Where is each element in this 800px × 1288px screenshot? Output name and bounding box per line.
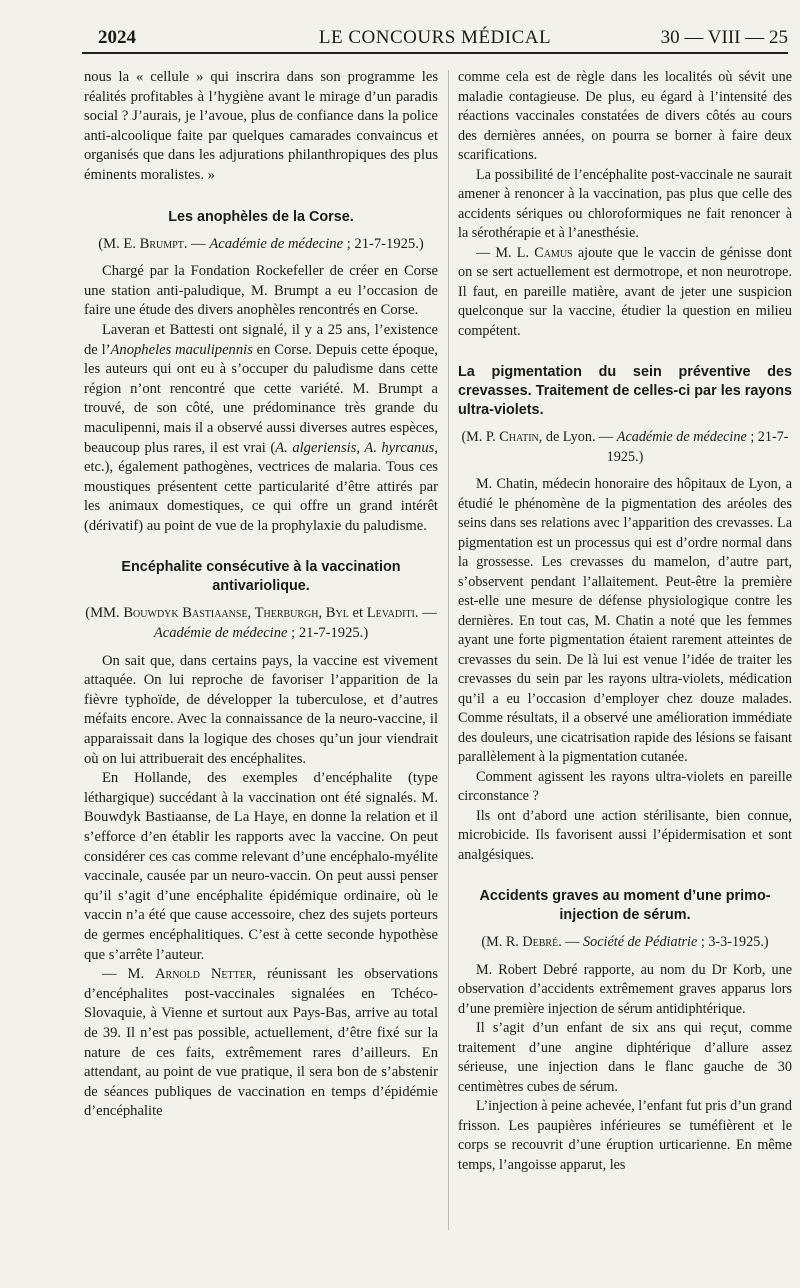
author-name: Chatin xyxy=(499,429,539,445)
article-title-encephalite: Encéphalite consécutive à la vaccination antivariolique. xyxy=(121,559,401,595)
paragraph: Comment agissent les rayons ultra-violets en pareille circonstance ? xyxy=(458,768,792,804)
paragraph: Il s’agit d’un enfant de six ans qui reçut, comme traitement d’une angine diphtérique d’allure assez sérieuse, une injection dans le flanc gauche de 30 centimètres cubes de sérum. xyxy=(458,1020,792,1095)
author-names: Bouwdyk Bastiaanse, Therburgh, Byl xyxy=(123,605,349,622)
journal-title: LE CONCOURS MÉDICAL xyxy=(318,27,552,48)
paragraph: M. Robert Debré rapporte, au nom du Dr Korb, une observation d’accidents extrêmement graves apparus lors d’une première injection de sérum antidiphtérique. xyxy=(458,961,792,1017)
paragraph: Ils ont d’abord une action stérilisante, bien connue, microbicide. Ils favorisent aussi l’épidermisation et sont analgésiques. xyxy=(458,807,792,863)
paragraph: comme cela est de règle dans les localités où sévit une maladie contagieuse. De plus, eu égard à l’intensité des réactions vaccinales constatées de divers côtés au cours des dernières années, on pourra se borner à faire deux scarifications. xyxy=(458,69,792,163)
author-name: Camus xyxy=(534,244,573,261)
author-name: Levaditi xyxy=(366,605,415,622)
paragraph: On sait que, dans certains pays, la vaccine est vivement attaquée. On lui reproche de favoriser l’apparition de la fièvre typhoïde, de développer la tuberculose, et d’autres méfaits encore. Avec la connaissance de la neuro-vaccine, il apparaissait dans la logique des choses qu’un jour viendrait où on lui attribuerait des encéphalites. xyxy=(84,652,438,767)
column-divider xyxy=(448,70,449,1230)
right-column xyxy=(458,68,792,1175)
paragraph: Chargé par la Fondation Rockefeller de créer en Corse une station anti-paludique, M. Brumpt a eu l’occasion de faire une étude des divers anophèles rencontrés en Corse. xyxy=(84,263,438,319)
paragraph: M. Chatin, médecin honoraire des hôpitaux de Lyon, a étudié le phénomène de la pigmentation des aréoles des seins dans ses relations avec l’apparition des crevasses. La pigmentation est un processus qui est d’ordre normal dans la grossesse. Les crevasses du mamelon, d’autre part, s’observent pendant l’allaitement. Peut-être la première est-elle une mesure de défense physiologique contre les dernières. En tout cas, M. Chatin a noté que les femmes ayant une forte pigmentation étaient rarement atteintes de crevasses du sein. De là lui est venue l’idée de traiter les crevasses du sein par les rayons ultra-violets, médication qu’il a eu l’occasion d’employer chez douze malades. Comme résultats, il a observé une amélioration immédiate des douleurs, une cicatrisation rapide des lésions se faisant parallèlement à la pigmentation cutanée. xyxy=(458,476,792,765)
paragraph: Laveran et Battesti ont signalé, il y a 25 ans, l’existence de l’Anopheles maculipennis en Corse. Depuis cette époque, les auteurs qui ont eu à s’occuper du paludisme dans cette région n’ont rencontré que cette variété. M. Brumpt a trouvé, de son côté, une prédominance très grande du maculipenni, mais il a observé aussi diverses autres espèces, beaucoup plus rares, il est vrai (A. algeriensis, A. hyrcanus, etc.), également pathogènes, vectrices de malaria. Tous ces moustiques présentent cette particularité d’être attirés par les animaux domestiques, ce qui offre un grand intérêt (dérivatif) au point de vue de la prophylaxie du paludisme. xyxy=(84,321,438,534)
page-header xyxy=(80,26,790,50)
source-name: Académie de médecine xyxy=(153,625,288,642)
author-name: Brumpt xyxy=(139,235,184,252)
paragraph: En Hollande, des exemples d’encéphalite (type léthargique) succédant à la vaccination ont été signalés. M. Bouwdyk Bastiaanse, de La Haye, en donne la relation et il s’efforce d’en établir les rapports avec la vaccine. On peut considérer ces cas comme relevant d’une encéphalo-myélite vaccinale, causée par un neuro-vaccin. On peut aussi penser qu’il s’agit d’une encéphalite épidémique ordinaire, où le vaccin n’a été que cause accessoire, chez des sujets porteurs de germes encéphalitiques. C’est à cette seconde hypothèse que s’arrête l’auteur. xyxy=(84,770,438,963)
paragraph: nous la « cellule » qui inscrira dans son programme les réalités profitables à l’hygiène avant le mirage d’un paradis social ? J’aurais, je l’avoue, plus de confiance dans la police anti-alcoolique faite par quelques camarades convaincus et organisés que dans les adjurations philanthropiques des plus éminents moralistes. » xyxy=(84,69,438,183)
left-column xyxy=(84,68,438,1122)
page-number: 2024 xyxy=(98,27,136,48)
author-name: Debré xyxy=(522,934,559,950)
source-name: Société de Pédiatrie xyxy=(583,934,698,950)
article-reference: (MM. Bouwdyk Bastiaanse, Therburgh, Byl et Levaditi. — Académie de médecine ; 21-7-1925.) xyxy=(85,605,437,642)
article-title-anopheles: Les anophèles de la Corse. xyxy=(168,208,354,225)
article-reference: (M. R. Debré. — Société de Pédiatrie ; 3-3-1925.) xyxy=(481,934,769,950)
source-name: Académie de médecine xyxy=(209,235,344,252)
article-reference: (M. P. Chatin, de Lyon. — Académie de médecine ; 21-7-1925.) xyxy=(461,429,789,465)
paragraph: — M. L. Camus ajoute que le vaccin de génisse dont on se sert actuellement est dermotrope, et non neurotrope. Il faut, en pareille matière, avant de jeter une suspicion quelconque sur la vaccine, étudier la question en milieu compétent. xyxy=(458,244,792,339)
article-title-pigmentation: La pigmentation du sein préventive des crevasses. Traitement de celles-ci par les rayons ultra-violets. xyxy=(458,364,792,418)
source-name: Académie de médecine xyxy=(616,429,747,445)
paragraph: L’injection à peine achevée, l’enfant fut pris d’un grand frisson. Les paupières inférieures se tuméfièrent et le corps se recouvrit d’une éruption urticarienne. En même temps, l’angoisse apparut, les xyxy=(458,1098,792,1173)
article-reference: (M. E. Brumpt. — Académie de médecine ; 21-7-1925.) xyxy=(98,235,424,252)
author-name: Arnold Netter xyxy=(155,966,253,983)
header-rule xyxy=(82,52,788,54)
paragraph: La possibilité de l’encéphalite post-vaccinale ne saurait amener à renoncer à la vaccination, pas plus que celle des accidents sériques ou chloroformiques ne fait renoncer à la sérothérapie et à l’anesthésie. xyxy=(458,166,792,241)
paragraph: — M. Arnold Netter, réunissant les observations d’encéphalites post-vaccinales signalées en Tchéco-Slovaquie, à Vienne et surtout aux Pays-Bas, arrive au total de 39. Il n’est pas possible, actuellement, d’être fixé sur la nature de ces faits, extrêmement rares d’ailleurs. En attendant, au point de vue pratique, il sera bon de s’abstenir de séances publiques de vaccination en temps d’épidémie d’encéphalite xyxy=(84,966,439,1120)
issue-date: 30 — VIII — 25 xyxy=(660,27,788,48)
article-title-accidents: Accidents graves au moment d’une primo-injection de sérum. xyxy=(479,888,771,923)
